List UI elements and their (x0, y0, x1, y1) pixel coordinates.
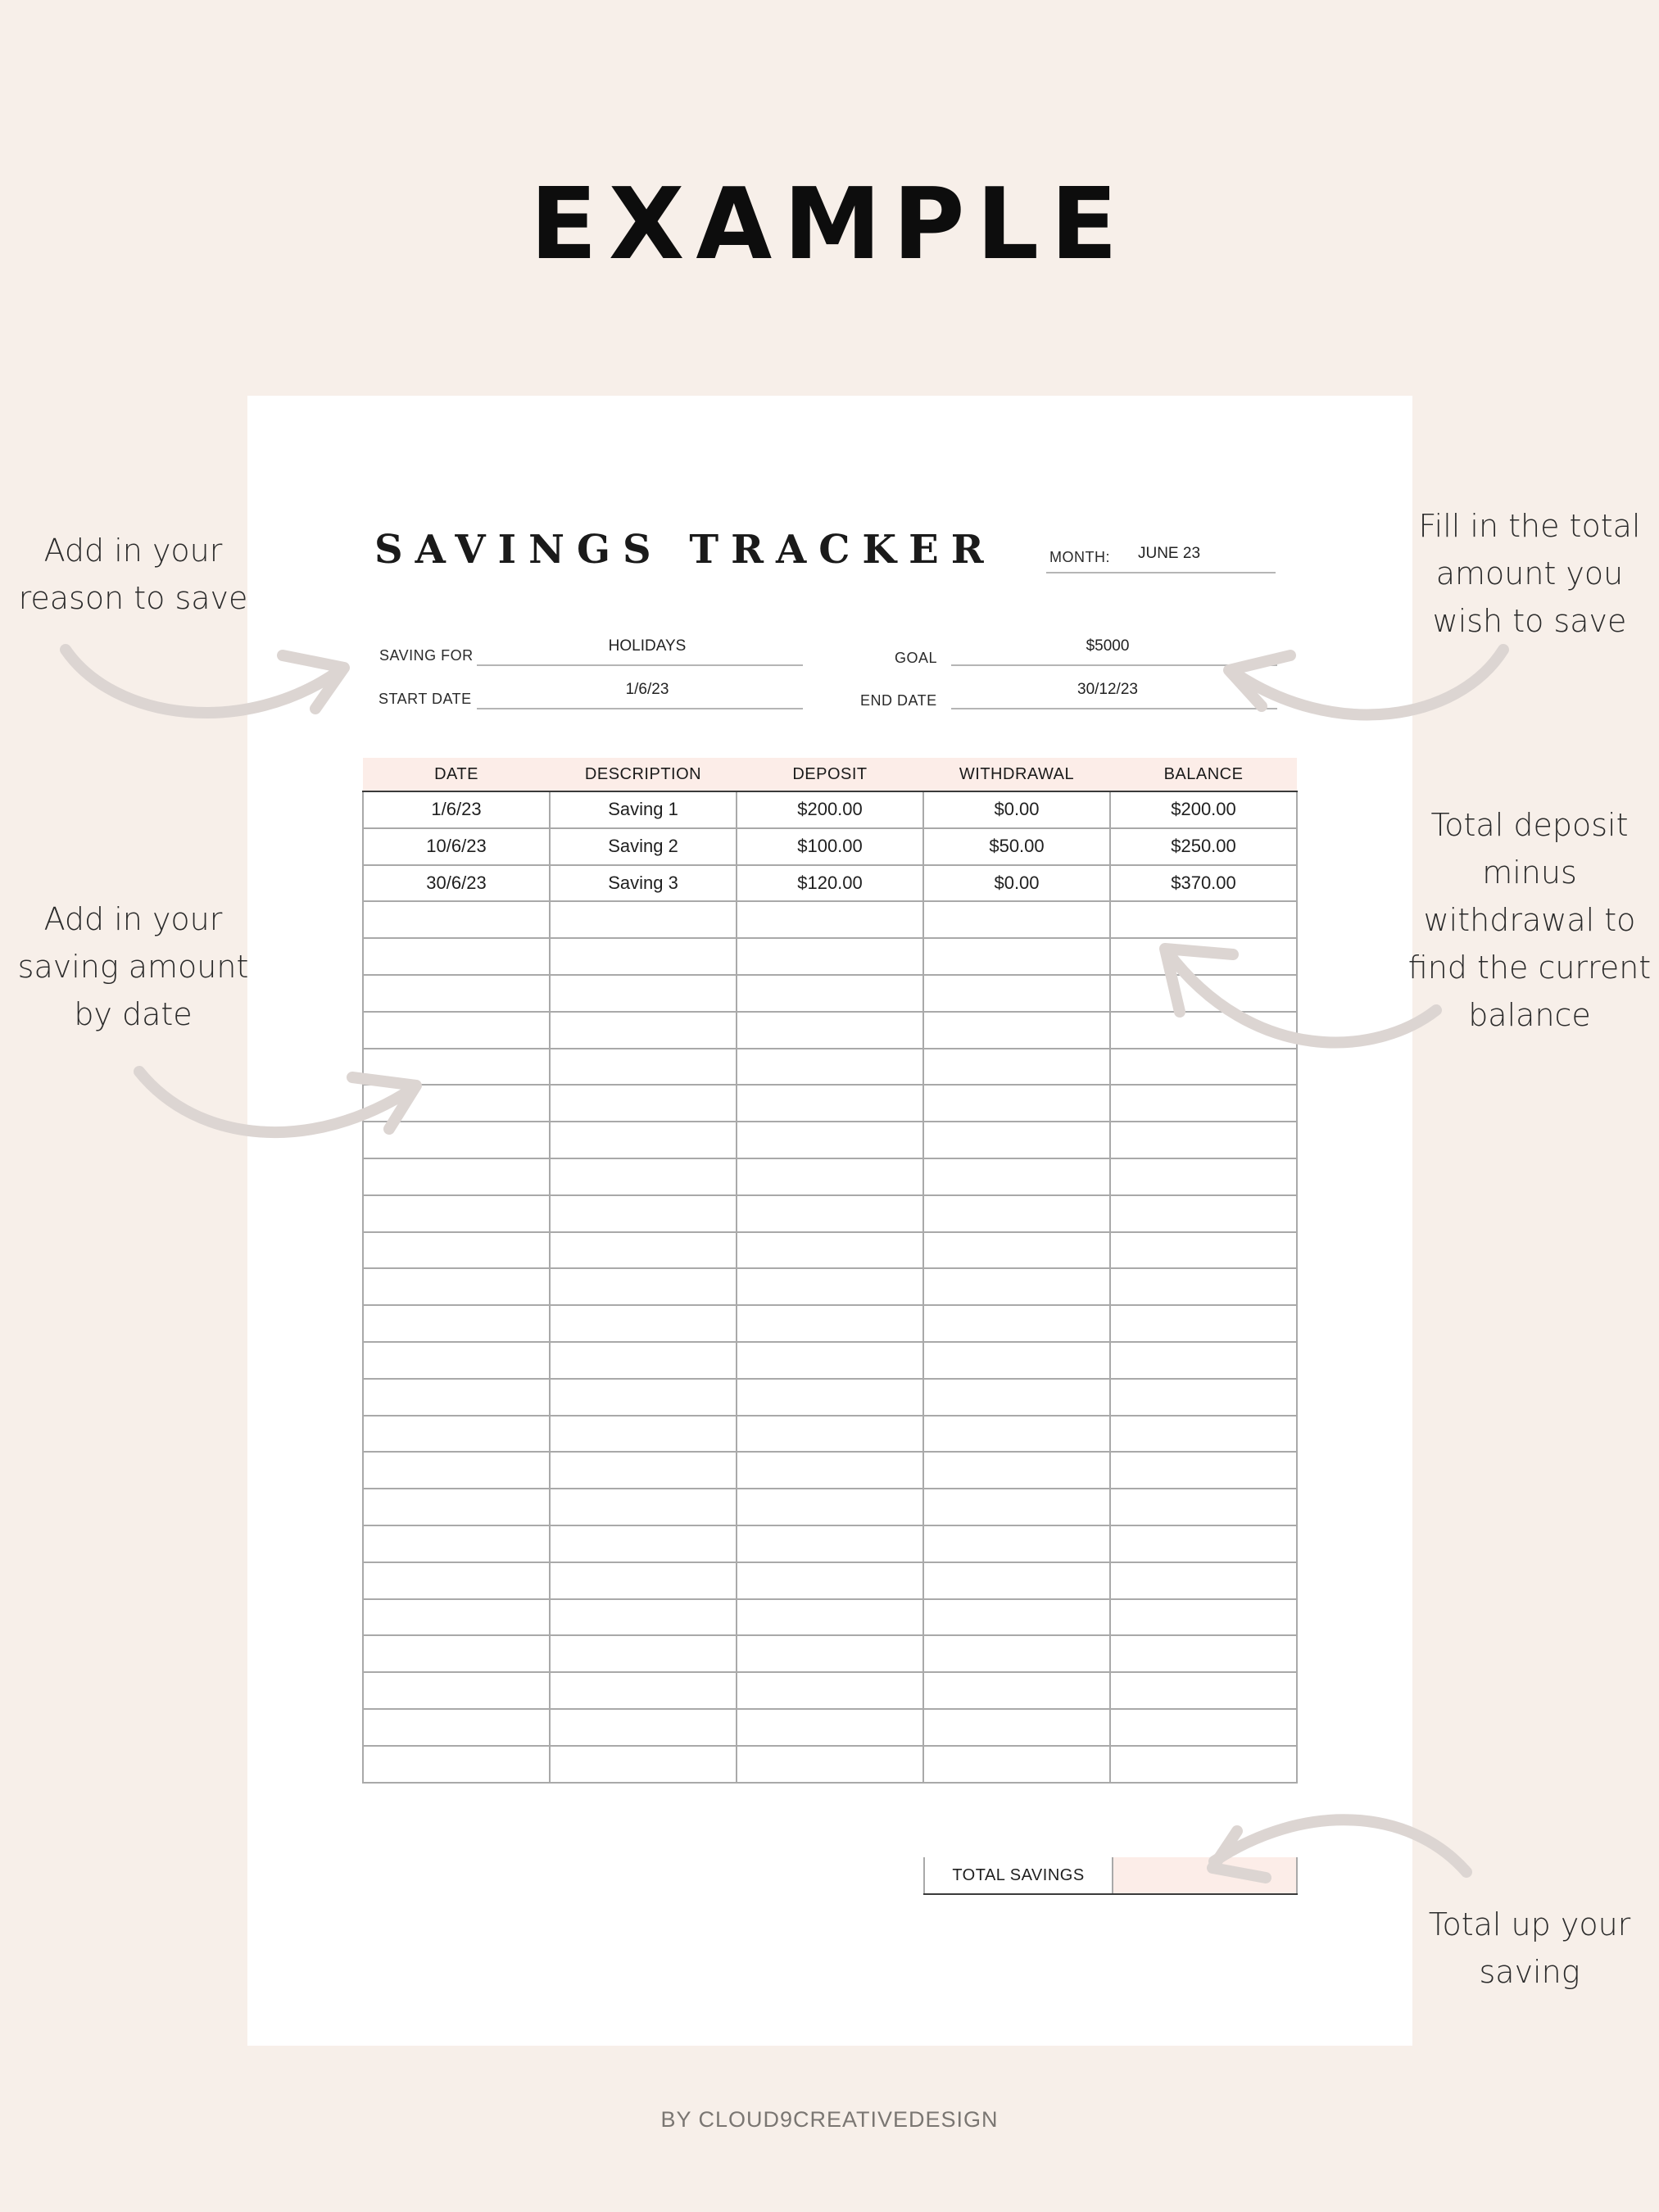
annotation-line: wish to save (1432, 603, 1627, 639)
annotation-line: amount you (1435, 555, 1624, 592)
table-row (363, 791, 1297, 828)
cell-deposit[interactable] (737, 1452, 923, 1489)
cell-date[interactable] (363, 1416, 550, 1453)
month-underline (1046, 572, 1276, 573)
column-header-description: DESCRIPTION (550, 758, 737, 791)
cell-date[interactable] (363, 1085, 550, 1122)
cell-deposit[interactable]: $200.00 (737, 791, 923, 828)
cell-deposit[interactable] (737, 1158, 923, 1195)
cell-date[interactable] (363, 1268, 550, 1305)
month-field[interactable] (1046, 535, 1276, 584)
cell-balance[interactable] (1110, 1672, 1297, 1709)
cell-date[interactable] (363, 1746, 550, 1783)
cell-balance[interactable] (1110, 1122, 1297, 1158)
table-row (363, 1342, 1297, 1379)
annotation-line: saving amount (17, 949, 249, 985)
cell-date[interactable] (363, 1672, 550, 1709)
annotation-line: balance (1468, 997, 1591, 1033)
cell-description[interactable] (550, 1122, 737, 1158)
cell-description[interactable] (550, 1379, 737, 1416)
start-date-field[interactable] (377, 677, 803, 718)
cell-deposit[interactable] (737, 938, 923, 975)
saving-for-label: SAVING FOR (379, 647, 474, 664)
savings-tracker-sheet (247, 396, 1412, 2046)
cell-balance[interactable] (1110, 1562, 1297, 1599)
annotation-line: reason to save (18, 580, 248, 616)
cell-deposit[interactable] (737, 1672, 923, 1709)
cell-deposit[interactable] (737, 901, 923, 938)
cell-withdrawal[interactable] (923, 1342, 1110, 1379)
cell-date[interactable] (363, 1379, 550, 1416)
cell-withdrawal[interactable] (923, 1049, 1110, 1086)
annotation-amount (8, 895, 258, 1038)
goal-label: GOAL (895, 650, 938, 666)
cell-date[interactable] (363, 1489, 550, 1525)
saving-for-field[interactable] (377, 633, 803, 674)
cell-balance[interactable] (1110, 1635, 1297, 1672)
annotation-total (1403, 1901, 1657, 1996)
table-row (363, 1635, 1297, 1672)
total-savings-label: TOTAL SAVINGS (923, 1857, 1112, 1893)
table-row (363, 1268, 1297, 1305)
cell-withdrawal[interactable] (923, 1305, 1110, 1342)
cell-description[interactable] (550, 1085, 737, 1122)
saving-for-value: HOLIDAYS (608, 637, 687, 655)
cell-balance[interactable] (1110, 1599, 1297, 1636)
cell-withdrawal[interactable]: $0.00 (923, 791, 1110, 828)
month-label: MONTH: (1049, 549, 1110, 565)
cell-date[interactable] (363, 1452, 550, 1489)
cell-balance[interactable] (1110, 975, 1297, 1012)
table-row (363, 901, 1297, 938)
cell-description[interactable] (550, 938, 737, 975)
cell-balance[interactable] (1110, 1085, 1297, 1122)
cell-description[interactable] (550, 901, 737, 938)
cell-balance[interactable] (1110, 1232, 1297, 1269)
table-row (363, 1195, 1297, 1232)
annotation-line: Add in your (43, 901, 223, 937)
cell-date[interactable] (363, 1158, 550, 1195)
annotation-line: minus (1482, 854, 1577, 891)
cell-description[interactable] (550, 1195, 737, 1232)
cell-deposit[interactable]: $120.00 (737, 865, 923, 902)
cell-deposit[interactable] (737, 1416, 923, 1453)
column-header-balance: BALANCE (1110, 758, 1297, 791)
table-row (363, 1232, 1297, 1269)
table-row (363, 1599, 1297, 1636)
cell-deposit[interactable] (737, 1635, 923, 1672)
cell-withdrawal[interactable] (923, 1746, 1110, 1783)
cell-deposit[interactable] (737, 1562, 923, 1599)
cell-date[interactable] (363, 1122, 550, 1158)
table-row (363, 1122, 1297, 1158)
cell-date[interactable] (363, 938, 550, 975)
column-header-deposit: DEPOSIT (737, 758, 923, 791)
cell-description[interactable] (550, 1012, 737, 1049)
footer-credit: BY CLOUD9CREATIVEDESIGN (660, 2107, 999, 2132)
cell-description[interactable] (550, 1416, 737, 1453)
cell-withdrawal[interactable] (923, 1085, 1110, 1122)
cell-balance[interactable] (1110, 1195, 1297, 1232)
cell-balance[interactable] (1110, 1268, 1297, 1305)
table-row (363, 1489, 1297, 1525)
column-header-date: DATE (363, 758, 550, 791)
table-row (363, 828, 1297, 865)
cell-withdrawal[interactable] (923, 1672, 1110, 1709)
start-date-underline (477, 708, 803, 709)
cell-description[interactable] (550, 1158, 737, 1195)
table-row (363, 1049, 1297, 1086)
cell-date[interactable]: 1/6/23 (363, 791, 550, 828)
cell-withdrawal[interactable] (923, 1525, 1110, 1562)
cell-date[interactable] (363, 1012, 550, 1049)
cell-date[interactable] (363, 1709, 550, 1746)
cell-deposit[interactable] (737, 1012, 923, 1049)
cell-date[interactable] (363, 1195, 550, 1232)
cell-withdrawal[interactable] (923, 1416, 1110, 1453)
cell-date[interactable] (363, 901, 550, 938)
cell-deposit[interactable] (737, 1232, 923, 1269)
table-row (363, 1158, 1297, 1195)
cell-withdrawal[interactable] (923, 975, 1110, 1012)
cell-balance[interactable] (1110, 1452, 1297, 1489)
savings-table (362, 758, 1298, 1784)
cell-deposit[interactable] (737, 975, 923, 1012)
cell-balance[interactable] (1110, 901, 1297, 938)
cell-deposit[interactable] (737, 1599, 923, 1636)
cell-balance[interactable] (1110, 1305, 1297, 1342)
cell-deposit[interactable] (737, 1746, 923, 1783)
table-row (363, 865, 1297, 902)
cell-description[interactable]: Saving 3 (550, 865, 737, 902)
table-row (363, 1379, 1297, 1416)
goal-underline (951, 664, 1277, 666)
cell-description[interactable] (550, 975, 737, 1012)
table-row (363, 938, 1297, 975)
table-row (363, 1452, 1297, 1489)
end-date-underline (951, 708, 1277, 709)
cell-balance[interactable]: $250.00 (1110, 828, 1297, 865)
cell-balance[interactable] (1110, 938, 1297, 975)
cell-withdrawal[interactable] (923, 1012, 1110, 1049)
cell-balance[interactable] (1110, 1709, 1297, 1746)
annotation-line: Total up your (1428, 1906, 1631, 1942)
goal-value: $5000 (1086, 637, 1130, 655)
annotation-line: Add in your (43, 533, 223, 569)
cell-date[interactable] (363, 1635, 550, 1672)
end-date-label: END DATE (860, 692, 937, 709)
cell-deposit[interactable] (737, 1379, 923, 1416)
cell-withdrawal[interactable] (923, 1268, 1110, 1305)
table-row (363, 1085, 1297, 1122)
start-date-value: 1/6/23 (625, 681, 669, 698)
cell-balance[interactable] (1110, 1012, 1297, 1049)
cell-balance[interactable]: $200.00 (1110, 791, 1297, 828)
annotation-goal (1403, 502, 1657, 645)
cell-description[interactable]: Saving 2 (550, 828, 737, 865)
end-date-field[interactable] (858, 677, 1277, 718)
cell-balance[interactable] (1110, 1342, 1297, 1379)
saving-for-underline (477, 664, 803, 666)
cell-date[interactable]: 10/6/23 (363, 828, 550, 865)
annotation-line: Total deposit (1430, 807, 1629, 843)
annotation-line: Fill in the total (1418, 508, 1641, 544)
page-title: EXAMPLE (529, 168, 1130, 282)
cell-description[interactable] (550, 1268, 737, 1305)
table-row (363, 1709, 1297, 1746)
cell-description[interactable] (550, 1049, 737, 1086)
cell-description[interactable] (550, 1525, 737, 1562)
cell-description[interactable] (550, 1599, 737, 1636)
cell-deposit[interactable] (737, 1122, 923, 1158)
cell-deposit[interactable] (737, 1525, 923, 1562)
table-row (363, 1012, 1297, 1049)
annotation-line: by date (74, 996, 193, 1032)
table-row (363, 1746, 1297, 1783)
annotation-line: find the current (1407, 950, 1652, 986)
cell-date[interactable] (363, 1049, 550, 1086)
cell-description[interactable] (550, 1452, 737, 1489)
cell-balance[interactable] (1110, 1489, 1297, 1525)
annotation-balance (1403, 801, 1657, 1039)
cell-withdrawal[interactable] (923, 1635, 1110, 1672)
cell-date[interactable]: 30/6/23 (363, 865, 550, 902)
total-savings-value[interactable] (1112, 1857, 1298, 1893)
cell-withdrawal[interactable] (923, 1709, 1110, 1746)
cell-deposit[interactable] (737, 1268, 923, 1305)
cell-date[interactable] (363, 1232, 550, 1269)
cell-description[interactable] (550, 1709, 737, 1746)
end-date-value: 30/12/23 (1077, 681, 1138, 698)
table-row (363, 975, 1297, 1012)
annotation-line: saving (1479, 1954, 1580, 1990)
cell-description[interactable] (550, 1305, 737, 1342)
cell-withdrawal[interactable] (923, 1452, 1110, 1489)
cell-balance[interactable] (1110, 1746, 1297, 1783)
cell-balance[interactable]: $370.00 (1110, 865, 1297, 902)
cell-withdrawal[interactable]: $50.00 (923, 828, 1110, 865)
table-header-row (363, 758, 1297, 791)
cell-withdrawal[interactable] (923, 1158, 1110, 1195)
cell-date[interactable] (363, 1599, 550, 1636)
tracker-title: SAVINGS TRACKER (374, 527, 996, 573)
cell-deposit[interactable] (737, 1195, 923, 1232)
cell-date[interactable] (363, 1562, 550, 1599)
cell-withdrawal[interactable] (923, 901, 1110, 938)
cell-withdrawal[interactable] (923, 1599, 1110, 1636)
start-date-label: START DATE (378, 691, 472, 707)
annotation-reason (8, 527, 258, 622)
goal-field[interactable] (858, 633, 1277, 674)
table-row (363, 1305, 1297, 1342)
cell-deposit[interactable] (737, 1085, 923, 1122)
cell-deposit[interactable] (737, 1489, 923, 1525)
cell-balance[interactable] (1110, 1379, 1297, 1416)
cell-date[interactable] (363, 1305, 550, 1342)
cell-withdrawal[interactable] (923, 1562, 1110, 1599)
cell-deposit[interactable] (737, 1049, 923, 1086)
annotation-line: withdrawal to (1423, 902, 1636, 938)
cell-withdrawal[interactable] (923, 1379, 1110, 1416)
cell-description[interactable] (550, 1746, 737, 1783)
table-row (363, 1525, 1297, 1562)
cell-withdrawal[interactable] (923, 1195, 1110, 1232)
cell-balance[interactable] (1110, 1416, 1297, 1453)
cell-balance[interactable] (1110, 1158, 1297, 1195)
cell-date[interactable] (363, 975, 550, 1012)
cell-withdrawal[interactable] (923, 1122, 1110, 1158)
cell-deposit[interactable]: $100.00 (737, 828, 923, 865)
cell-withdrawal[interactable]: $0.00 (923, 865, 1110, 902)
cell-date[interactable] (363, 1342, 550, 1379)
cell-withdrawal[interactable] (923, 938, 1110, 975)
cell-description[interactable] (550, 1342, 737, 1379)
cell-withdrawal[interactable] (923, 1489, 1110, 1525)
table-row (363, 1416, 1297, 1453)
table-row (363, 1562, 1297, 1599)
cell-description[interactable] (550, 1489, 737, 1525)
column-header-withdrawal: WITHDRAWAL (923, 758, 1110, 791)
cell-balance[interactable] (1110, 1525, 1297, 1562)
cell-deposit[interactable] (737, 1342, 923, 1379)
cell-description[interactable] (550, 1562, 737, 1599)
cell-description[interactable] (550, 1232, 737, 1269)
cell-deposit[interactable] (737, 1709, 923, 1746)
cell-description[interactable] (550, 1672, 737, 1709)
table-row (363, 1672, 1297, 1709)
cell-description[interactable] (550, 1635, 737, 1672)
cell-date[interactable] (363, 1525, 550, 1562)
cell-deposit[interactable] (737, 1305, 923, 1342)
month-value: JUNE 23 (1137, 545, 1201, 562)
cell-withdrawal[interactable] (923, 1232, 1110, 1269)
cell-description[interactable]: Saving 1 (550, 791, 737, 828)
cell-balance[interactable] (1110, 1049, 1297, 1086)
total-savings-row (923, 1857, 1298, 1895)
